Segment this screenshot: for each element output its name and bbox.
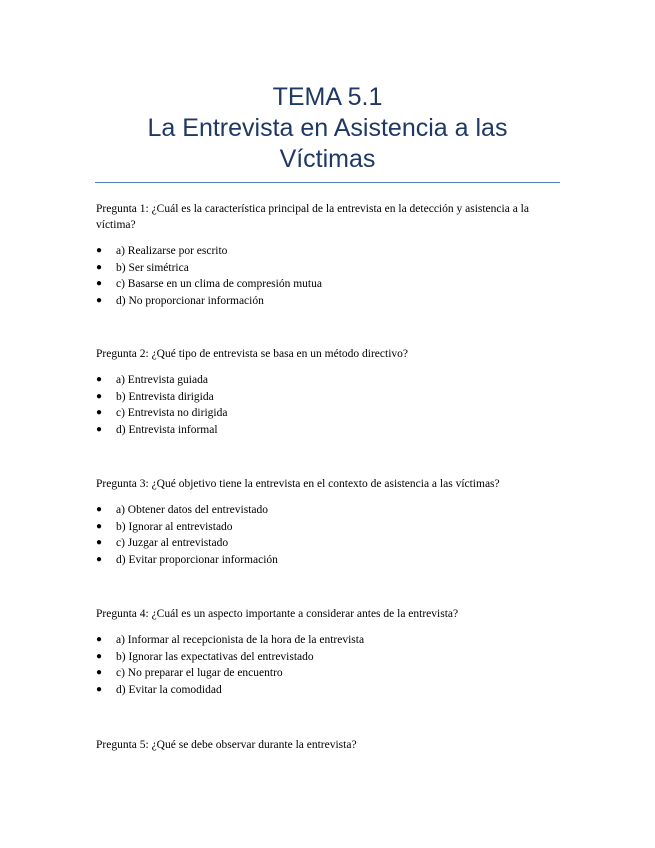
- options-list: [96, 243, 558, 309]
- option-label: d) No proporcionar información: [116, 294, 264, 307]
- option-label: c) Juzgar al entrevistado: [116, 537, 229, 549]
- bullet-icon: ●: [96, 537, 103, 548]
- bullet-icon: ●: [96, 650, 103, 662]
- question-text: Pregunta 2: ¿Qué tipo de entrevista se basa en un método directivo?: [96, 348, 408, 360]
- options-list: [96, 502, 558, 568]
- question-2: [96, 346, 558, 438]
- bullet-icon: ●: [96, 667, 103, 678]
- question-text: Pregunta 4: ¿Cuál es un aspecto importante a considerar antes de la entrevista?: [96, 608, 459, 620]
- option-label: c) Basarse en un clima de compresión mutua: [116, 278, 322, 290]
- option-item: [96, 405, 558, 422]
- title-line-1: TEMA 5.1: [272, 83, 383, 111]
- bullet-icon: ●: [96, 553, 103, 565]
- option-label: d) Evitar proporcionar información: [116, 553, 278, 566]
- option-label: a) Informar al recepcionista de la hora de la entrevista: [116, 634, 365, 646]
- option-item: [96, 552, 558, 569]
- option-item: [96, 649, 558, 666]
- option-label: c) Entrevista no dirigida: [116, 407, 228, 419]
- question-text: Pregunta 3: ¿Qué objetivo tiene la entrevista en el contexto de asistencia a las víctimas?: [96, 478, 500, 490]
- option-label: a) Obtener datos del entrevistado: [116, 504, 268, 516]
- question-5: [96, 737, 558, 753]
- bullet-icon: ●: [96, 390, 103, 402]
- option-item: [96, 665, 558, 682]
- title-line-2: La Entrevista en Asistencia a las: [147, 114, 508, 142]
- option-label: d) Entrevista informal: [116, 423, 218, 436]
- options-list: [96, 372, 558, 438]
- bullet-icon: ●: [96, 504, 103, 515]
- title-line-3: Víctimas: [279, 145, 376, 173]
- options-list: [96, 632, 558, 698]
- option-item: [96, 389, 558, 406]
- question-1: [96, 201, 558, 309]
- option-item: [96, 502, 558, 519]
- bullet-icon: ●: [96, 294, 103, 306]
- bullet-icon: ●: [96, 261, 103, 273]
- option-label: a) Entrevista guiada: [116, 374, 208, 386]
- option-label: c) No preparar el lugar de encuentro: [116, 667, 283, 679]
- bullet-icon: ●: [96, 634, 103, 645]
- bullet-icon: ●: [96, 520, 103, 532]
- question-3: [96, 476, 558, 568]
- option-item: [96, 243, 558, 260]
- option-item: [96, 260, 558, 277]
- option-label: a) Realizarse por escrito: [116, 245, 228, 257]
- bullet-icon: ●: [96, 407, 103, 418]
- option-item: [96, 535, 558, 552]
- bullet-icon: ●: [96, 245, 103, 256]
- option-item: [96, 276, 558, 293]
- option-label: b) Ignorar al entrevistado: [116, 520, 233, 533]
- question-4: [96, 606, 558, 698]
- bullet-icon: ●: [96, 278, 103, 289]
- option-label: d) Evitar la comodidad: [116, 683, 222, 696]
- question-text: Pregunta 1: ¿Cuál es la característica principal de la entrevista en la detección y asistencia a la víctima?: [96, 203, 529, 231]
- option-item: [96, 632, 558, 649]
- option-label: b) Ignorar las expectativas del entrevistado: [116, 650, 314, 663]
- option-label: b) Entrevista dirigida: [116, 390, 214, 403]
- bullet-icon: ●: [96, 683, 103, 695]
- title-divider: [95, 182, 560, 183]
- option-item: [96, 422, 558, 439]
- bullet-icon: ●: [96, 423, 103, 435]
- question-text: Pregunta 5: ¿Qué se debe observar durante la entrevista?: [96, 739, 357, 751]
- option-item: [96, 519, 558, 536]
- bullet-icon: ●: [96, 374, 103, 385]
- option-item: [96, 293, 558, 310]
- option-label: b) Ser simétrica: [116, 261, 189, 274]
- page-title: [95, 82, 560, 175]
- option-item: [96, 682, 558, 699]
- option-item: [96, 372, 558, 389]
